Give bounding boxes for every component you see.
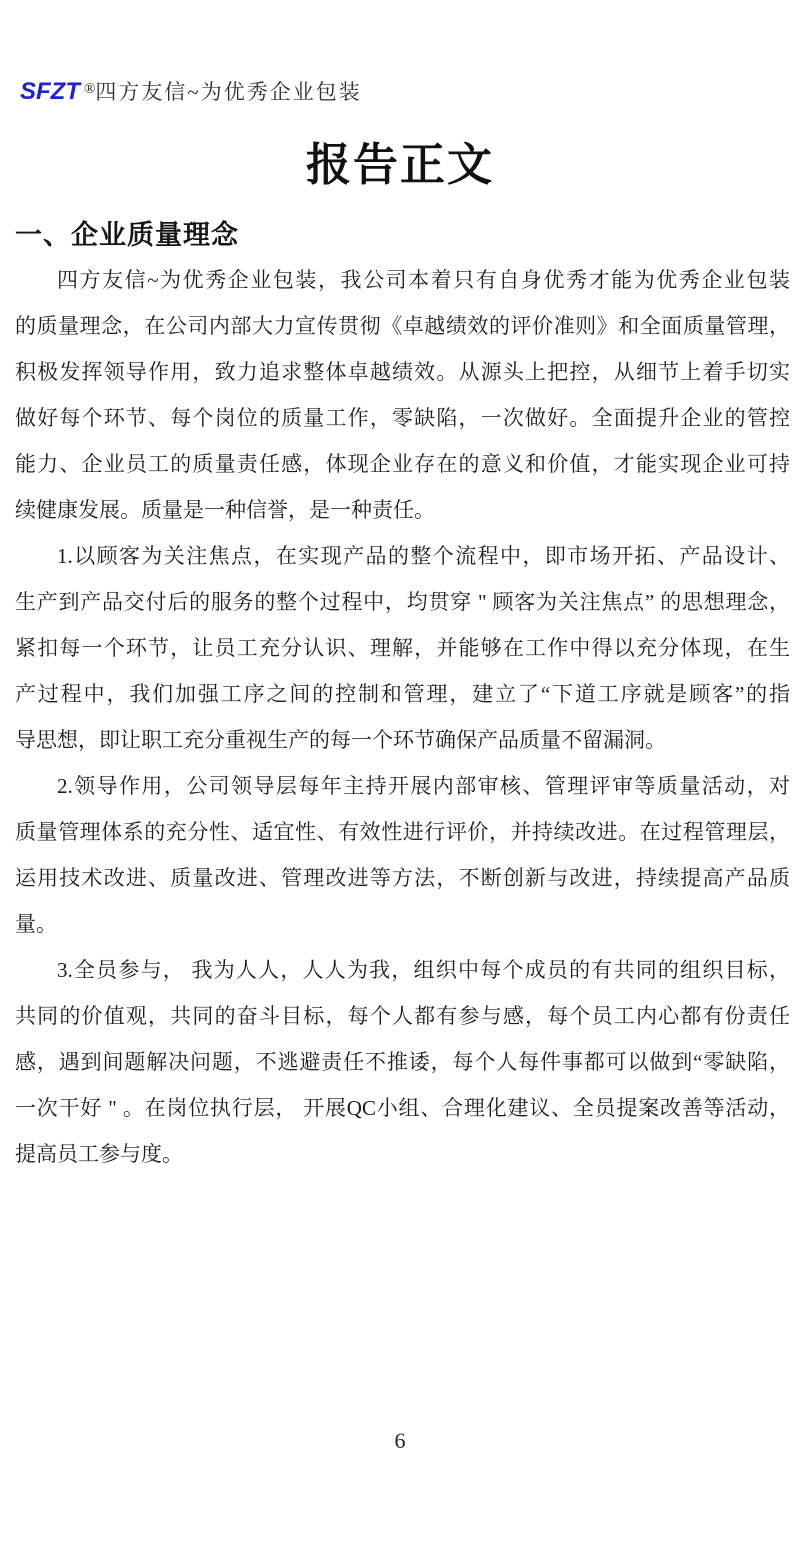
company-logo: SFZT (20, 78, 80, 105)
registered-trademark-icon: ® (84, 80, 96, 97)
text-line: 共同的价值观，共同的奋斗目标，每个人都有参与感，每个员工内心都有份责任 (15, 1004, 790, 1028)
text-line: 续健康发展。质量是一种信誉，是一种责任。 (15, 498, 435, 522)
text-line: 3.全员参与， 我为人人，人人为我，组织中每个成员的有共同的组织目标， (57, 958, 790, 982)
paragraphs (15, 257, 790, 1177)
text-line: 一次干好 " 。在岗位执行层， 开展QC小组、合理化建议、全员提案改善等活动， (15, 1096, 790, 1120)
header-tagline: 四方友信~为优秀企业包装 (95, 80, 362, 104)
document-title: 报告正文 (305, 140, 494, 190)
text-line: 产过程中，我们加强工序之间的控制和管理，建立了“下道工序就是顾客”的指 (15, 682, 790, 706)
text-line: 能力、企业员工的质量责任感，体现企业存在的意义和价值，才能实现企业可持 (15, 452, 790, 476)
text-line: 积极发挥领导作用，致力追求整体卓越绩效。从源头上把控，从细节上着手切实 (15, 360, 790, 384)
text-line: 量。 (15, 912, 57, 936)
text-line: 质量管理体系的充分性、适宜性、有效性进行评价，并持续改进。在过程管理层， (15, 820, 790, 844)
page-number: 6 (394, 1428, 406, 1453)
text-line: 运用技术改进、质量改进、管理改进等方法，不断创新与改进，持续提高产品质 (15, 866, 790, 890)
text-line: 2.领导作用，公司领导层每年主持开展内部审核、管理评审等质量活动，对 (57, 774, 790, 798)
text-line: 做好每个环节、每个岗位的质量工作，零缺陷，一次做好。全面提升企业的管控 (15, 406, 790, 430)
text-line: 的质量理念，在公司内部大力宣传贯彻《卓越绩效的评价准则》和全面质量管理， (15, 314, 790, 338)
text-line: 紧扣每一个环节，让员工充分认识、理解，并能够在工作中得以充分体现，在生 (15, 636, 790, 660)
section-heading: 一、企业质量理念 (15, 220, 239, 250)
text-line: 四方友信~为优秀企业包装，我公司本着只有自身优秀才能为优秀企业包装 (57, 268, 790, 292)
text-line: 提高员工参与度。 (15, 1142, 183, 1166)
text-line: 感，遇到间题解决问题，不逃避责任不推诿，每个人每件事都可以做到“零缺陷， (15, 1050, 790, 1074)
text-line: 1.以顾客为关注焦点，在实现产品的整个流程中，即市场开拓、产品设计、 (57, 544, 790, 568)
page-header (20, 76, 788, 108)
text-line: 生产到产品交付后的服务的整个过程中，均贯穿 " 顾客为关注焦点” 的思想理念， (15, 590, 790, 614)
text-line: 导思想，即让职工充分重视生产的每一个环节确保产品质量不留漏洞。 (15, 728, 666, 752)
